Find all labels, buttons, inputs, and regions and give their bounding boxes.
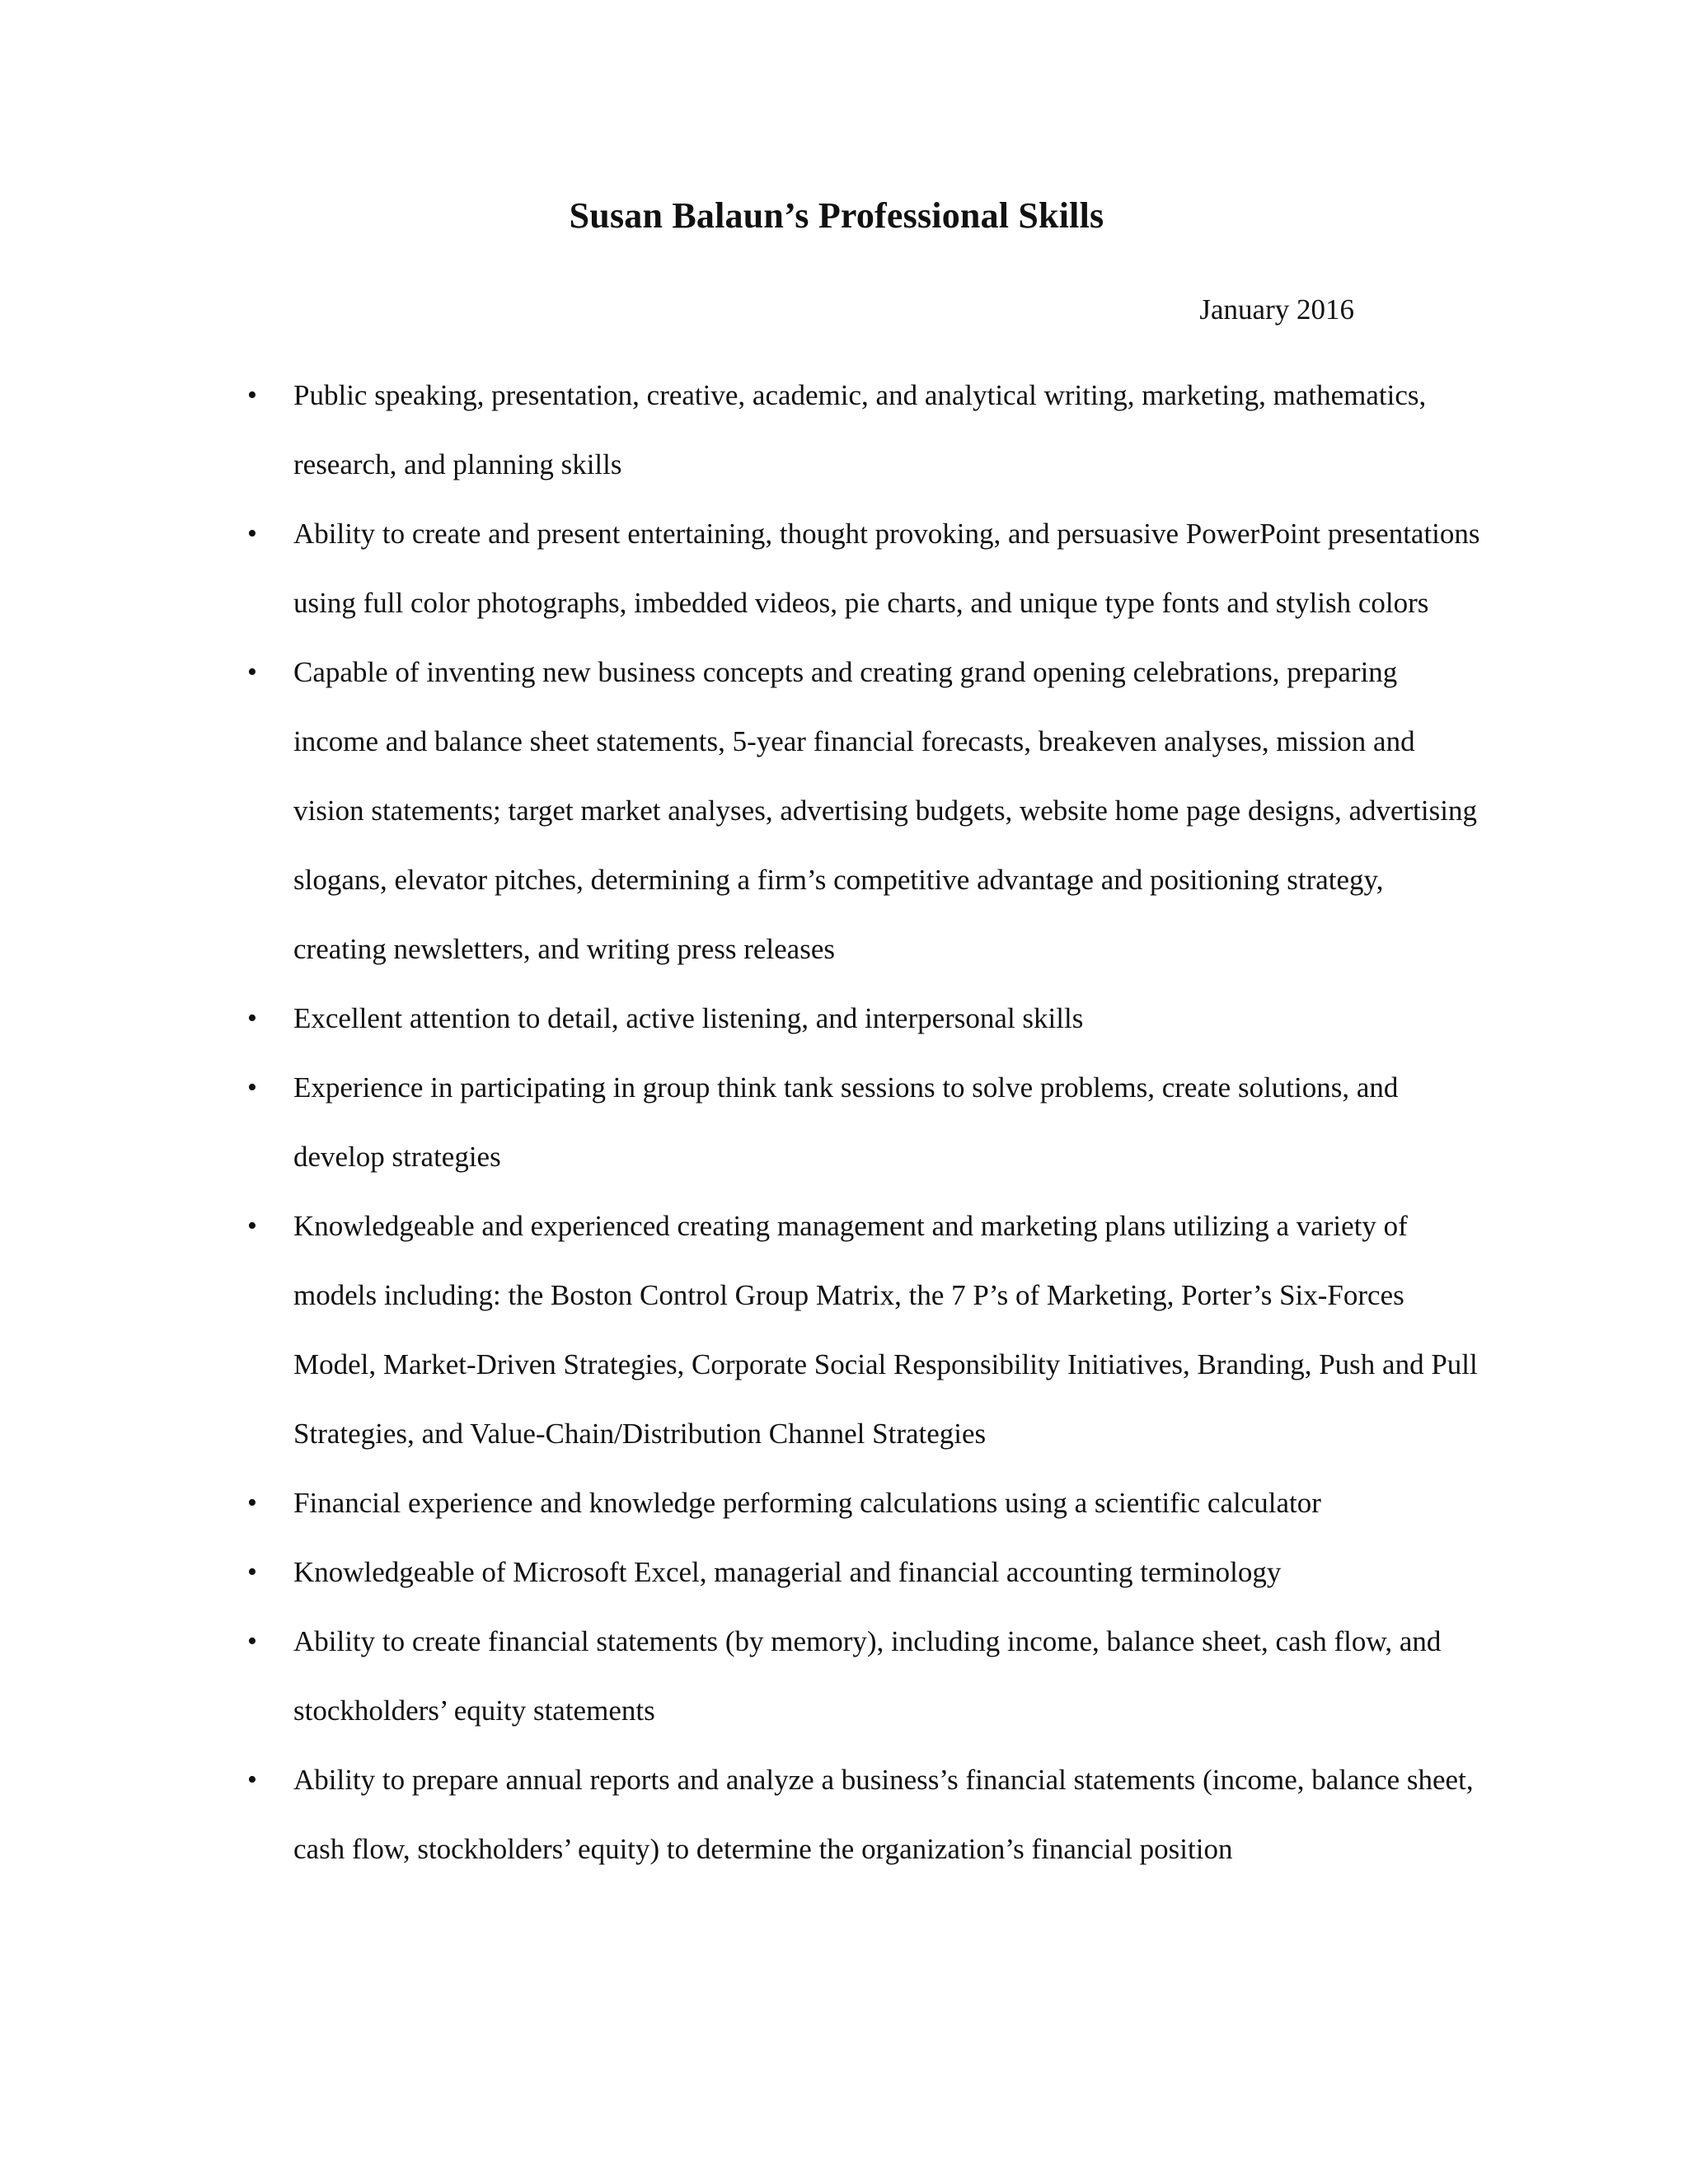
skill-item xyxy=(247,499,1480,638)
skill-text: Experience in participating in group think tank sessions to solve problems, create solutions, and develop strategies xyxy=(293,1071,1399,1173)
bullet-icon: • xyxy=(247,1765,257,1795)
bullet-icon: • xyxy=(247,380,257,410)
bullet-icon: • xyxy=(247,1003,257,1033)
document-date: January 2016 xyxy=(1199,293,1354,326)
skill-item xyxy=(247,984,1480,1053)
skill-text: Capable of inventing new business concepts and creating grand opening celebrations, preparing income and balance sheet statements, 5-year financial forecasts, breakeven analyses, mission and vision statements; target market analyses, advertising budgets, website home page designs, advertising slogans, elevator pitches, determining a firm’s competitive advantage and positioning strategy, creating newsletters, and writing press releases xyxy=(293,656,1477,965)
skill-text: Knowledgeable and experienced creating management and marketing plans utilizing a variety of models including: the Boston Control Group Matrix, the 7 P’s of Marketing, Porter’s Six-Forces Model, Market-Driven Strategies, Corporate Social Responsibility Initiatives, Branding, Push and Pull Strategies, and Value-Chain/Distribution Channel Strategies xyxy=(293,1210,1478,1450)
bullet-icon: • xyxy=(247,657,257,687)
skill-text: Ability to create financial statements (by memory), including income, balance sheet, cash flow, and stockholders’ equity statements xyxy=(293,1625,1442,1727)
skill-item xyxy=(247,1192,1480,1469)
skill-item xyxy=(247,1538,1480,1607)
skill-text: Public speaking, presentation, creative, academic, and analytical writing, marketing, mathematics, research, and planning skills xyxy=(293,379,1427,480)
skill-text: Ability to prepare annual reports and analyze a business’s financial statements (income, balance sheet, cash flow, stockholders’ equity) to determine the organization’s financial position xyxy=(293,1764,1474,1865)
skill-item xyxy=(247,1053,1480,1192)
skill-text: Excellent attention to detail, active listening, and interpersonal skills xyxy=(293,1002,1084,1034)
document-title: Susan Balaun’s Professional Skills xyxy=(569,195,1104,236)
bullet-icon: • xyxy=(247,1626,257,1657)
bullet-icon: • xyxy=(247,1557,257,1587)
skill-item xyxy=(247,1746,1480,1884)
skill-item xyxy=(247,361,1480,499)
skill-item xyxy=(247,1607,1480,1746)
skill-text: Knowledgeable of Microsoft Excel, managerial and financial accounting terminology xyxy=(293,1556,1282,1588)
skill-item xyxy=(247,638,1480,984)
bullet-icon: • xyxy=(247,518,257,549)
bullet-icon: • xyxy=(247,1488,257,1518)
bullet-icon: • xyxy=(247,1072,257,1103)
skill-text: Financial experience and knowledge performing calculations using a scientific calculator xyxy=(293,1487,1321,1519)
skills-list xyxy=(247,361,1480,1884)
bullet-icon: • xyxy=(247,1211,257,1241)
skill-item xyxy=(247,1469,1480,1538)
skill-text: Ability to create and present entertaining, thought provoking, and persuasive PowerPoint presentations using full color photographs, imbedded videos, pie charts, and unique type fonts and stylish colors xyxy=(293,518,1480,619)
